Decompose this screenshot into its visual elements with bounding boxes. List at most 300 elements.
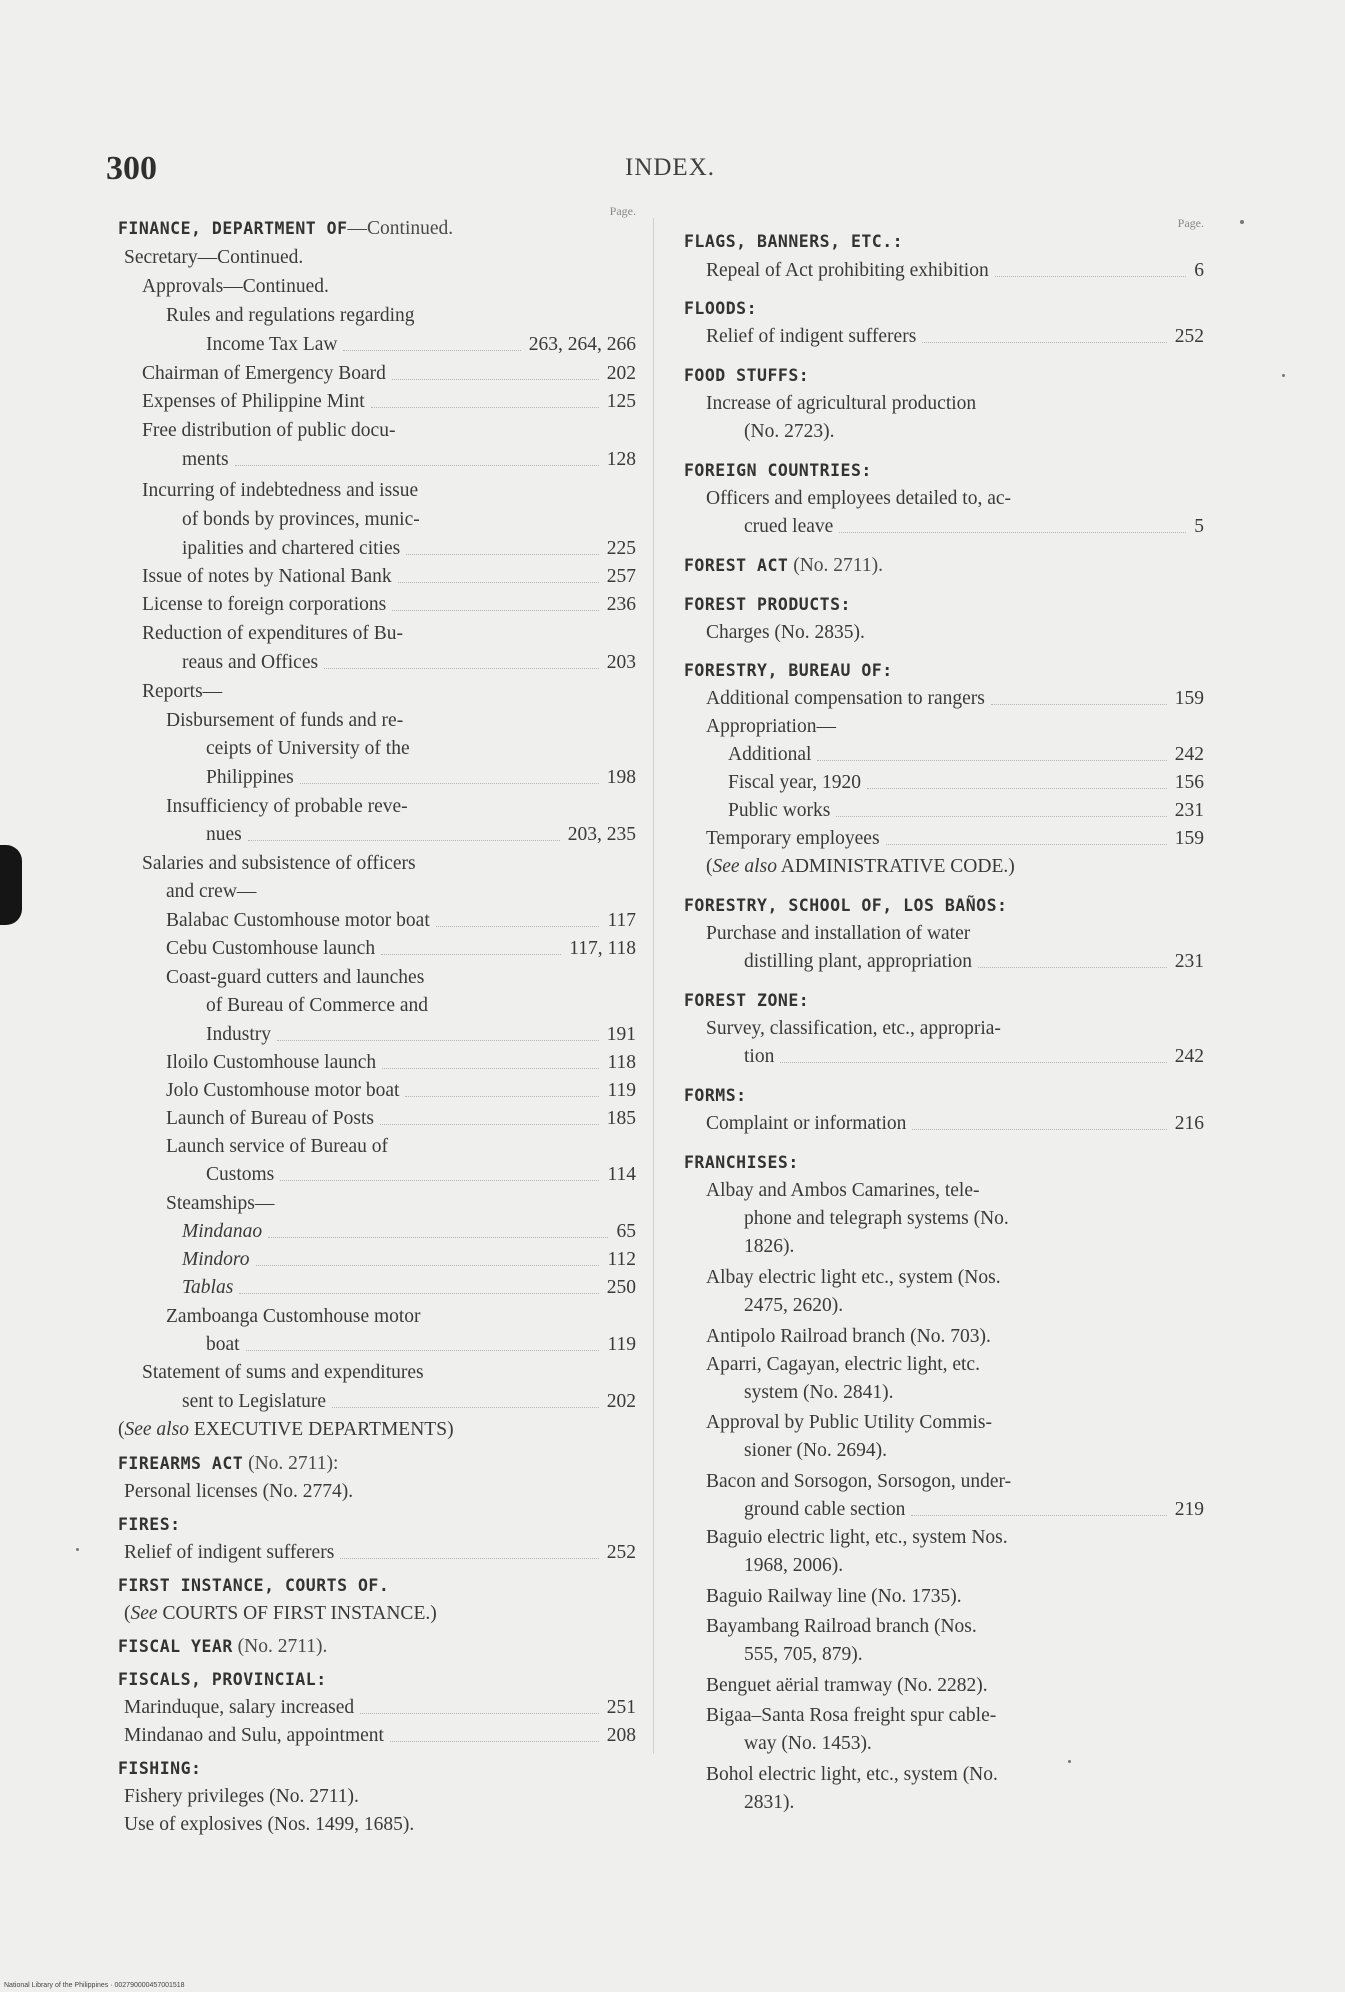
index-entry <box>684 389 1204 419</box>
index-entry <box>118 359 636 389</box>
index-entry <box>684 1640 1204 1670</box>
index-entry-text: Use of explosives (Nos. 1499, 1685). <box>124 1814 415 1835</box>
index-heading-text: FOREST ZONE: <box>684 991 810 1010</box>
index-heading-text: FISCALS, PROVINCIAL: <box>118 1670 327 1689</box>
index-entry <box>118 562 636 592</box>
index-heading-text: FIRST INSTANCE, COURTS OF. <box>118 1576 390 1595</box>
index-entry <box>118 763 636 793</box>
page-reference: 250 <box>606 1277 636 1298</box>
running-head: INDEX. <box>625 154 716 181</box>
leader-dots <box>343 350 521 351</box>
index-heading <box>684 1081 1204 1111</box>
index-entry <box>118 734 636 764</box>
index-entry <box>118 1782 636 1812</box>
index-entry <box>118 590 636 620</box>
scan-edge-mark <box>0 845 22 925</box>
index-entry-text: and crew— <box>166 881 257 902</box>
index-entry <box>118 963 636 993</box>
page-reference: 128 <box>606 449 636 470</box>
index-entry-text: Survey, classification, etc., appropria- <box>706 1018 1001 1039</box>
index-entry-text: Fishery privileges (No. 2711). <box>124 1786 359 1807</box>
leader-dots <box>886 844 1167 845</box>
page-reference: 159 <box>1174 828 1204 849</box>
index-entry <box>684 512 1204 542</box>
index-entry <box>684 1350 1204 1380</box>
index-entry-text: Appropriation— <box>706 716 836 737</box>
page-reference: 219 <box>1174 1499 1204 1520</box>
leader-dots <box>406 554 599 555</box>
index-entry <box>118 706 636 736</box>
leader-dots <box>268 1237 608 1238</box>
index-entry <box>118 272 636 302</box>
page-reference: 231 <box>1174 800 1204 821</box>
index-entry <box>118 677 636 707</box>
column-divider <box>653 218 654 1754</box>
index-entry-text: Jolo Customhouse motor boat <box>166 1080 400 1101</box>
index-entry-text: Steamships— <box>166 1193 275 1214</box>
index-entry-text: tion <box>744 1046 775 1067</box>
index-entry <box>118 1538 636 1568</box>
index-entry-text: ceipts of University of the <box>206 738 410 759</box>
index-entry-text: boat <box>206 1334 240 1355</box>
index-heading-text: FORMS: <box>684 1086 747 1105</box>
index-entry <box>118 1132 636 1162</box>
index-entry-text: Rules and regulations regarding <box>166 305 415 326</box>
cross-reference-target: EXECUTIVE DEPARTMENTS <box>188 1419 448 1440</box>
index-heading <box>684 551 1204 581</box>
page-column-label: Page. <box>1177 216 1204 230</box>
leader-dots <box>239 1293 599 1294</box>
index-entry <box>684 1467 1204 1497</box>
index-heading <box>118 1510 636 1540</box>
index-entry-text: Personal licenses (No. 2774). <box>124 1481 354 1502</box>
leader-dots <box>436 926 599 927</box>
index-entry-text: Launch of Bureau of Posts <box>166 1108 374 1129</box>
index-entry-text: (No. 2723). <box>744 421 835 442</box>
page-reference: 119 <box>607 1080 636 1101</box>
index-entry-text: Industry <box>206 1024 271 1045</box>
index-entry <box>684 947 1204 977</box>
index-entry <box>118 1387 636 1417</box>
index-entry-text: of Bureau of Commerce and <box>206 995 429 1016</box>
page-reference: 203, 235 <box>567 824 636 845</box>
index-entry-text: Philippines <box>206 767 294 788</box>
index-entry-text: Albay and Ambos Camarines, tele- <box>706 1180 980 1201</box>
index-entry-text: Cebu Customhouse launch <box>166 938 376 959</box>
leader-dots <box>392 610 599 611</box>
index-entry-text: Customs <box>206 1164 275 1185</box>
index-heading <box>684 986 1204 1016</box>
leader-dots <box>277 1040 599 1041</box>
page-reference: 252 <box>606 1542 636 1563</box>
index-entry <box>684 1109 1204 1139</box>
index-entry-text: Iloilo Customhouse launch <box>166 1052 377 1073</box>
page-reference: 6 <box>1194 260 1204 281</box>
index-entry-text: Baguio Railway line (No. 1735). <box>706 1586 962 1607</box>
index-entry-text: reaus and Offices <box>182 652 319 673</box>
index-entry <box>684 1612 1204 1642</box>
index-entry <box>118 1020 636 1050</box>
index-entry <box>684 768 1204 798</box>
index-heading-text: FISCAL YEAR (No. 2711). <box>118 1636 328 1657</box>
index-heading <box>118 214 636 244</box>
index-entry-text: Statement of sums and expenditures <box>142 1362 424 1383</box>
index-entry-text: Insufficiency of probable reve- <box>166 796 408 817</box>
index-entry <box>684 684 1204 714</box>
index-heading <box>684 590 1204 620</box>
index-entry-text: Bigaa–Santa Rosa freight spur cable- <box>706 1705 997 1726</box>
page-reference: 112 <box>607 1249 636 1270</box>
page-reference: 117 <box>607 910 636 931</box>
index-entry <box>118 1330 636 1360</box>
index-entry <box>684 1232 1204 1262</box>
page-reference: 252 <box>1174 326 1204 347</box>
page-reference: 251 <box>606 1697 636 1718</box>
page-reference: 198 <box>606 767 636 788</box>
index-entry-text: Incurring of indebtedness and issue <box>142 480 419 501</box>
index-entry <box>684 417 1204 447</box>
page-reference: 203 <box>606 652 636 673</box>
scan-speck <box>1068 1760 1071 1763</box>
index-entry-text: distilling plant, appropriation <box>744 951 973 972</box>
index-entry <box>118 991 636 1021</box>
cross-reference <box>118 1599 636 1629</box>
page-reference: 5 <box>1194 516 1204 537</box>
index-entry-text: 2475, 2620). <box>744 1295 844 1316</box>
cross-reference <box>118 1415 636 1445</box>
index-entry <box>118 416 636 446</box>
index-entry <box>684 1671 1204 1701</box>
index-entry <box>118 476 636 506</box>
index-entry-text: Marinduque, salary increased <box>124 1697 355 1718</box>
cross-reference-text: (See COURTS OF FIRST INSTANCE.) <box>124 1603 437 1624</box>
index-entry <box>684 1788 1204 1818</box>
index-entry-text: Mindanao and Sulu, appointment <box>124 1725 384 1746</box>
leader-dots <box>867 788 1167 789</box>
index-entry <box>118 243 636 273</box>
index-heading <box>118 1665 636 1695</box>
leader-dots <box>332 1407 599 1408</box>
index-entry <box>684 1014 1204 1044</box>
index-entry <box>118 877 636 907</box>
index-heading <box>684 361 1204 391</box>
leader-dots <box>405 1096 599 1097</box>
index-entry-text: 2831). <box>744 1792 795 1813</box>
index-entry-text: way (No. 1453). <box>744 1733 872 1754</box>
index-entry <box>684 1495 1204 1525</box>
index-entry <box>118 534 636 564</box>
see-also-label: See also <box>712 856 777 877</box>
index-entry-text: Balabac Customhouse motor boat <box>166 910 430 931</box>
index-heading <box>684 1148 1204 1178</box>
index-entry <box>118 1477 636 1507</box>
cross-reference-text: (See also EXECUTIVE DEPARTMENTS) <box>118 1419 454 1440</box>
leader-dots <box>371 407 599 408</box>
index-entry <box>684 740 1204 770</box>
index-entry <box>684 1291 1204 1321</box>
index-entry <box>684 322 1204 352</box>
leader-dots <box>324 668 599 669</box>
index-entry-text: Mindoro <box>182 1249 250 1270</box>
index-entry <box>684 1378 1204 1408</box>
page-reference: 242 <box>1174 744 1204 765</box>
index-entry-text: 1968, 2006). <box>744 1555 844 1576</box>
leader-dots <box>780 1062 1167 1063</box>
index-heading <box>118 1449 636 1479</box>
index-entry-text: Officers and employees detailed to, ac- <box>706 488 1012 509</box>
cross-reference-target: COURTS OF FIRST INSTANCE. <box>157 1603 431 1624</box>
index-entry-text: Mindanao <box>182 1221 263 1242</box>
page-reference: 225 <box>606 538 636 559</box>
index-entry-text: Additional <box>728 744 812 765</box>
leader-dots <box>817 760 1167 761</box>
index-heading <box>684 456 1204 486</box>
index-entry-text: nues <box>206 824 242 845</box>
index-entry-text: Expenses of Philippine Mint <box>142 391 365 412</box>
index-entry-text: Benguet aërial tramway (No. 2282). <box>706 1675 988 1696</box>
index-heading-text: FINANCE, DEPARTMENT OF—Continued. <box>118 218 454 239</box>
leader-dots <box>995 276 1186 277</box>
page-reference: 202 <box>606 363 636 384</box>
index-entry-text: Purchase and installation of water <box>706 923 971 944</box>
index-heading-text: FIRES: <box>118 1515 181 1534</box>
leader-dots <box>836 816 1167 817</box>
index-entry <box>684 1176 1204 1206</box>
index-entry <box>684 824 1204 854</box>
heading-continuation: (No. 2711). <box>788 555 883 576</box>
index-entry <box>118 1273 636 1303</box>
leader-dots <box>382 1068 599 1069</box>
leader-dots <box>360 1713 599 1714</box>
index-entry-text: Bohol electric light, etc., system (No. <box>706 1764 998 1785</box>
cross-reference-text: (See also ADMINISTRATIVE CODE.) <box>706 856 1015 877</box>
index-entry <box>684 712 1204 742</box>
page-reference: 236 <box>606 594 636 615</box>
index-entry <box>684 919 1204 949</box>
page-reference: 119 <box>607 1334 636 1355</box>
index-entry-text: Complaint or information <box>706 1113 907 1134</box>
leader-dots <box>381 954 561 955</box>
index-heading <box>118 1632 636 1662</box>
index-entry-text: Tablas <box>182 1277 234 1298</box>
index-entry-text: ipalities and chartered cities <box>182 538 401 559</box>
index-entry-text: Income Tax Law <box>206 334 338 355</box>
heading-continuation: —Continued. <box>347 218 454 239</box>
leader-dots <box>392 379 599 380</box>
cross-reference-target: ADMINISTRATIVE CODE. <box>776 856 1009 877</box>
index-entry <box>684 256 1204 286</box>
index-entry <box>684 1701 1204 1731</box>
index-entry-text: Repeal of Act prohibiting exhibition <box>706 260 989 281</box>
index-heading <box>684 227 1204 257</box>
leader-dots <box>235 465 599 466</box>
index-entry <box>118 387 636 417</box>
index-entry <box>118 445 636 475</box>
index-entry <box>118 1189 636 1219</box>
index-entry-text: crued leave <box>744 516 834 537</box>
index-entry-text: ground cable section <box>744 1499 906 1520</box>
index-entry <box>684 1582 1204 1612</box>
index-heading-text: FOREST ACT (No. 2711). <box>684 555 883 576</box>
heading-continuation: (No. 2711): <box>243 1453 339 1474</box>
page-reference: 65 <box>616 1221 636 1242</box>
index-entry-text: Increase of agricultural production <box>706 393 977 414</box>
index-entry-text: Issue of notes by National Bank <box>142 566 392 587</box>
leader-dots <box>340 1558 599 1559</box>
page-reference: 159 <box>1174 688 1204 709</box>
index-entry-text: 555, 705, 879). <box>744 1644 863 1665</box>
index-heading <box>684 294 1204 324</box>
scan-speck <box>1282 374 1285 377</box>
page-reference: 242 <box>1174 1046 1204 1067</box>
index-entry-text: of bonds by provinces, munic- <box>182 509 420 530</box>
index-entry-text: Salaries and subsistence of officers <box>142 853 416 874</box>
index-entry <box>118 1302 636 1332</box>
index-heading-text: FISHING: <box>118 1759 202 1778</box>
leader-dots <box>280 1180 599 1181</box>
index-entry-text: Antipolo Railroad branch (No. 703). <box>706 1326 991 1347</box>
page-reference: 114 <box>607 1164 636 1185</box>
index-entry-text: Chairman of Emergency Board <box>142 363 386 384</box>
index-entry <box>118 1245 636 1275</box>
index-heading-text: FLOODS: <box>684 299 758 318</box>
index-entry <box>118 1358 636 1388</box>
index-entry-text: Albay electric light etc., system (Nos. <box>706 1267 1001 1288</box>
index-entry <box>684 1408 1204 1438</box>
index-entry <box>684 796 1204 826</box>
page-number: 300 <box>106 150 157 187</box>
index-heading <box>118 1571 636 1601</box>
index-entry-text: Relief of indigent sufferers <box>706 326 917 347</box>
page-reference: 156 <box>1174 772 1204 793</box>
index-entry-text: Aparri, Cagayan, electric light, etc. <box>706 1354 980 1375</box>
leader-dots <box>398 582 599 583</box>
page-reference: 263, 264, 266 <box>528 334 636 355</box>
leader-dots <box>300 783 599 784</box>
index-heading-text: FORESTRY, SCHOOL OF, LOS BAÑOS: <box>684 896 1008 915</box>
index-entry <box>118 1217 636 1247</box>
page-column-label: Page. <box>609 204 636 218</box>
index-entry <box>118 849 636 879</box>
index-entry <box>118 1160 636 1190</box>
index-entry <box>684 1263 1204 1293</box>
leader-dots <box>256 1265 599 1266</box>
leader-dots <box>978 967 1167 968</box>
page-reference: 117, 118 <box>569 938 636 959</box>
index-entry <box>684 1760 1204 1790</box>
scan-credit: National Library of the Philippines · 002790000457001518 <box>4 1982 185 1989</box>
leader-dots <box>912 1129 1167 1130</box>
index-entry-text: Launch service of Bureau of <box>166 1136 388 1157</box>
index-entry-text: system (No. 2841). <box>744 1382 894 1403</box>
page-reference: 231 <box>1174 951 1204 972</box>
index-entry-text: Free distribution of public docu- <box>142 420 396 441</box>
index-entry-text: sent to Legislature <box>182 1391 327 1412</box>
cross-reference <box>684 852 1204 882</box>
index-entry <box>118 820 636 850</box>
see-also-label: See <box>130 1603 158 1624</box>
index-entry-text: Disbursement of funds and re- <box>166 710 404 731</box>
index-entry-text: Coast-guard cutters and launches <box>166 967 425 988</box>
index-entry <box>118 906 636 936</box>
index-heading-text: FORESTRY, BUREAU OF: <box>684 661 893 680</box>
index-heading-text: FIREARMS ACT (No. 2711): <box>118 1453 339 1474</box>
index-heading <box>684 656 1204 686</box>
index-heading-text: FRANCHISES: <box>684 1153 799 1172</box>
index-entry <box>684 1322 1204 1352</box>
index-entry-text: Reports— <box>142 681 223 702</box>
index-entry <box>684 1042 1204 1072</box>
scan-speck <box>1240 220 1244 224</box>
index-entry-text: Additional compensation to rangers <box>706 688 985 709</box>
index-entry <box>118 1076 636 1106</box>
heading-continuation: (No. 2711). <box>232 1636 328 1657</box>
index-entry-text: Approval by Public Utility Commis- <box>706 1412 992 1433</box>
leader-dots <box>246 1350 599 1351</box>
leader-dots <box>991 704 1167 705</box>
index-entry <box>118 1104 636 1134</box>
index-entry <box>684 484 1204 514</box>
index-entry-text: Relief of indigent sufferers <box>124 1542 335 1563</box>
scan-speck <box>76 1548 79 1551</box>
index-entry <box>118 505 636 535</box>
index-entry <box>118 1810 636 1840</box>
index-entry-text: License to foreign corporations <box>142 594 387 615</box>
index-entry-text: Approvals—Continued. <box>142 276 329 297</box>
index-entry <box>118 619 636 649</box>
index-entry <box>118 1048 636 1078</box>
index-entry-text: Reduction of expenditures of Bu- <box>142 623 404 644</box>
index-entry <box>118 934 636 964</box>
index-entry <box>118 1693 636 1723</box>
leader-dots <box>380 1124 599 1125</box>
index-heading-text: FOREIGN COUNTRIES: <box>684 461 872 480</box>
index-entry-text: Fiscal year, 1920 <box>728 772 861 793</box>
index-entry <box>684 1729 1204 1759</box>
index-entry-text: ments <box>182 449 229 470</box>
page-reference: 191 <box>606 1024 636 1045</box>
index-entry <box>684 618 1204 648</box>
page-reference: 185 <box>606 1108 636 1129</box>
index-entry-text: Temporary employees <box>706 828 880 849</box>
index-entry-text: Charges (No. 2835). <box>706 622 865 643</box>
index-entry-text: sioner (No. 2694). <box>744 1440 887 1461</box>
leader-dots <box>390 1741 599 1742</box>
page-reference: 257 <box>606 566 636 587</box>
index-heading-text: FOREST PRODUCTS: <box>684 595 851 614</box>
index-entry-text: Bayambang Railroad branch (Nos. <box>706 1616 977 1637</box>
index-entry <box>118 648 636 678</box>
index-entry <box>118 792 636 822</box>
index-entry <box>684 1436 1204 1466</box>
see-also-label: See also <box>124 1419 189 1440</box>
leader-dots <box>248 840 560 841</box>
index-entry-text: Baguio electric light, etc., system Nos. <box>706 1527 1008 1548</box>
index-entry <box>118 330 636 360</box>
index-entry-text: Bacon and Sorsogon, Sorsogon, under- <box>706 1471 1012 1492</box>
index-entry-text: phone and telegraph systems (No. <box>744 1208 1009 1229</box>
page-reference: 118 <box>607 1052 636 1073</box>
index-entry <box>684 1523 1204 1553</box>
page-reference: 125 <box>606 391 636 412</box>
index-entry <box>118 1721 636 1751</box>
index-heading <box>684 891 1204 921</box>
index-entry <box>684 1204 1204 1234</box>
leader-dots <box>922 342 1167 343</box>
index-entry-text: 1826). <box>744 1236 795 1257</box>
page-reference: 202 <box>606 1391 636 1412</box>
index-entry <box>684 1551 1204 1581</box>
